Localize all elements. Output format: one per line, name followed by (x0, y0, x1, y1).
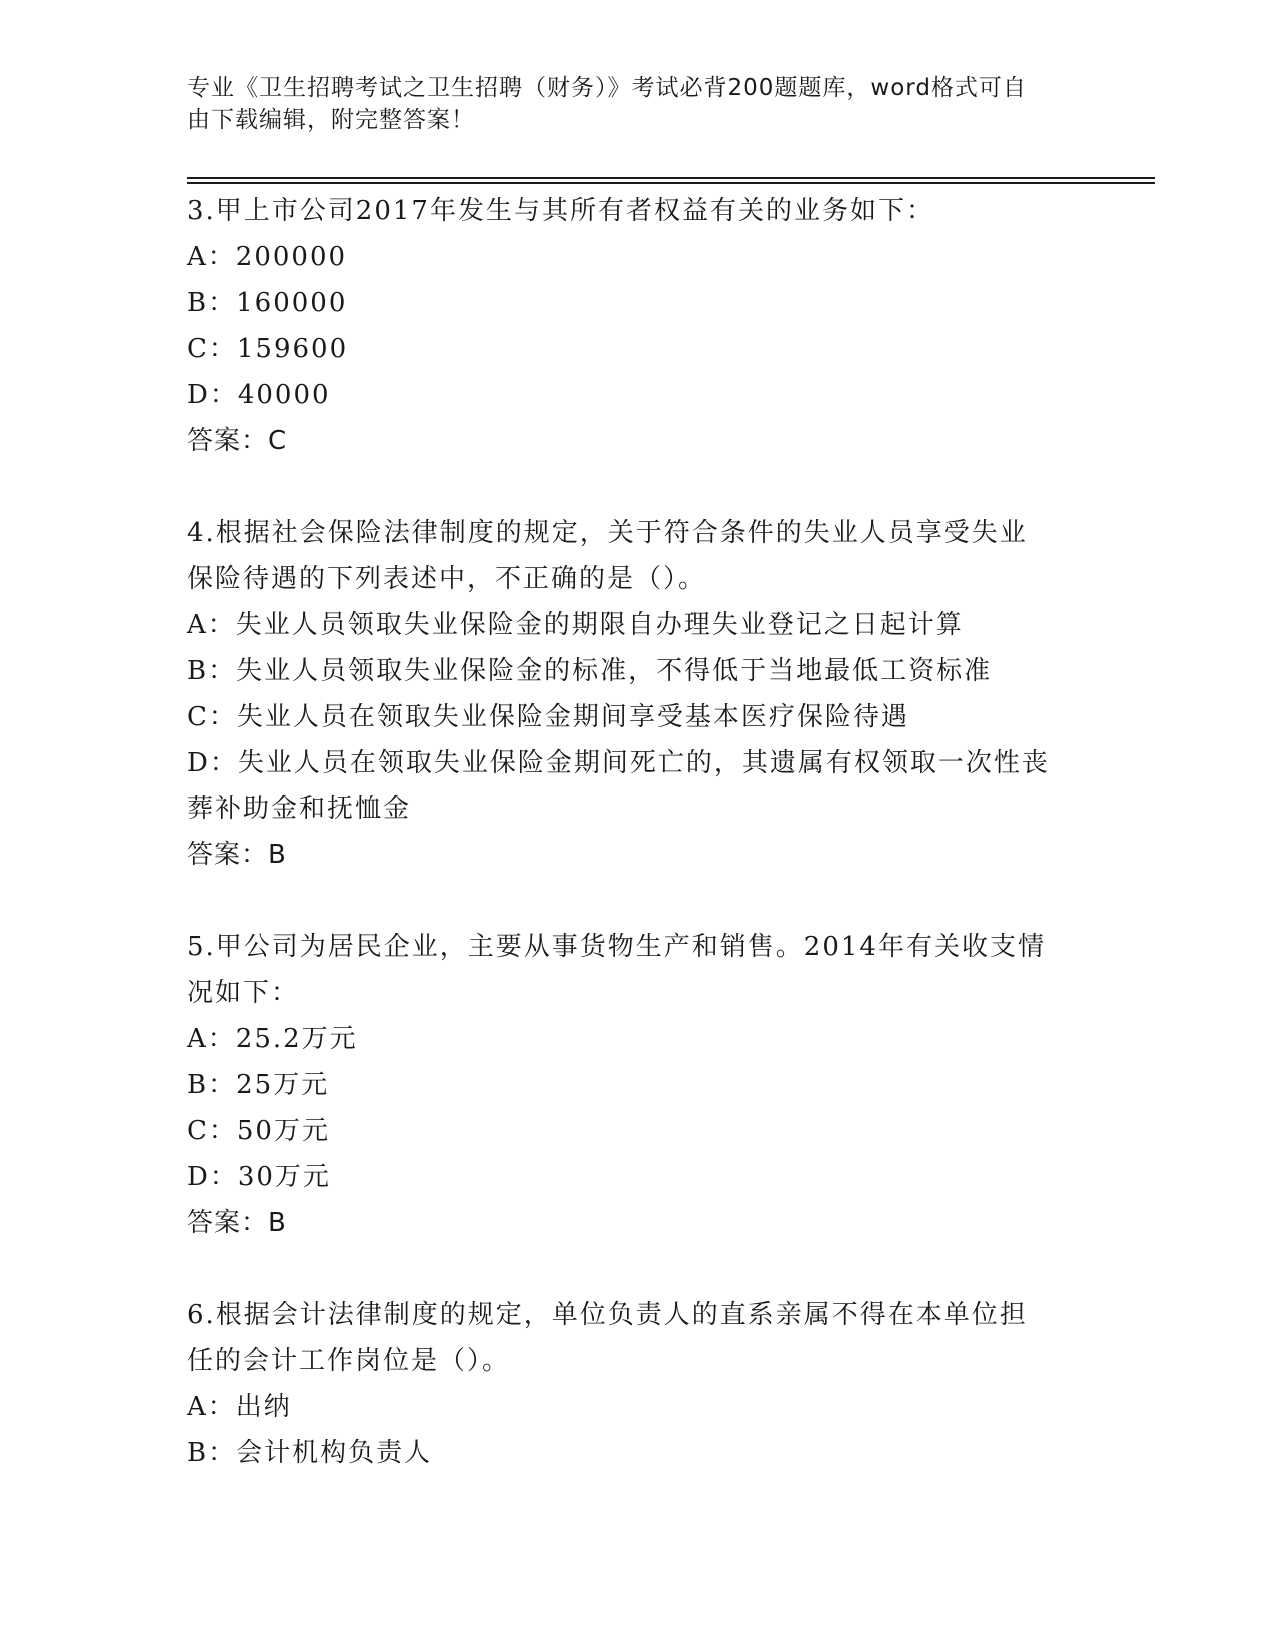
question-stem: 5.甲公司为居民企业，主要从事货物生产和销售。2014年有关收支情 (187, 932, 1046, 962)
option-b: B：失业人员领取失业保险金的标准，不得低于当地最低工资标准 (187, 656, 993, 686)
header-divider-bottom (187, 182, 1155, 184)
option-b: B：160000 (187, 288, 348, 318)
question-block (187, 1292, 1087, 1476)
question-spacer (187, 878, 1087, 924)
header-line-2: 由下载编辑，附完整答案！ (187, 107, 475, 133)
question-block (187, 510, 1087, 878)
question-stem: 3.甲上市公司2017年发生与其所有者权益有关的业务如下： (187, 196, 934, 226)
question-stem-continued: 保险待遇的下列表述中，不正确的是（）。 (187, 564, 707, 594)
question-block (187, 924, 1087, 1246)
document-header (187, 72, 1067, 136)
option-d: D：30万元 (187, 1162, 331, 1192)
option-c: C：159600 (187, 334, 349, 364)
option-d: D：40000 (187, 380, 331, 410)
option-a: A：失业人员领取失业保险金的期限自办理失业登记之日起计算 (187, 610, 964, 640)
option-b: B：会计机构负责人 (187, 1438, 433, 1468)
option-a: A：200000 (187, 242, 348, 272)
question-spacer (187, 464, 1087, 510)
header-divider-top (187, 177, 1155, 179)
question-spacer (187, 1246, 1087, 1292)
question-stem-continued: 况如下： (187, 978, 300, 1008)
header-line-1: 专业《卫生招聘考试之卫生招聘（财务）》考试必背200题题库，word格式可自 (187, 75, 1027, 101)
answer-line: 答案：C (187, 426, 288, 456)
question-list (187, 188, 1087, 1476)
option-b: B：25万元 (187, 1070, 330, 1100)
answer-line: 答案：B (187, 1208, 287, 1238)
answer-line: 答案：B (187, 840, 287, 870)
option-a: A：出纳 (187, 1392, 292, 1422)
question-stem-continued: 任的会计工作岗位是（）。 (187, 1346, 511, 1376)
option-c: C：失业人员在领取失业保险金期间享受基本医疗保险待遇 (187, 702, 909, 732)
option-d: D：失业人员在领取失业保险金期间死亡的，其遗属有权领取一次性丧 (187, 748, 1050, 778)
option-d-continued: 葬补助金和抚恤金 (187, 794, 412, 824)
question-stem: 6.根据会计法律制度的规定，单位负责人的直系亲属不得在本单位担 (187, 1300, 1028, 1330)
option-a: A：25.2万元 (187, 1024, 358, 1054)
question-stem: 4.根据社会保险法律制度的规定，关于符合条件的失业人员享受失业 (187, 518, 1028, 548)
question-block (187, 188, 1087, 464)
option-c: C：50万元 (187, 1116, 330, 1146)
